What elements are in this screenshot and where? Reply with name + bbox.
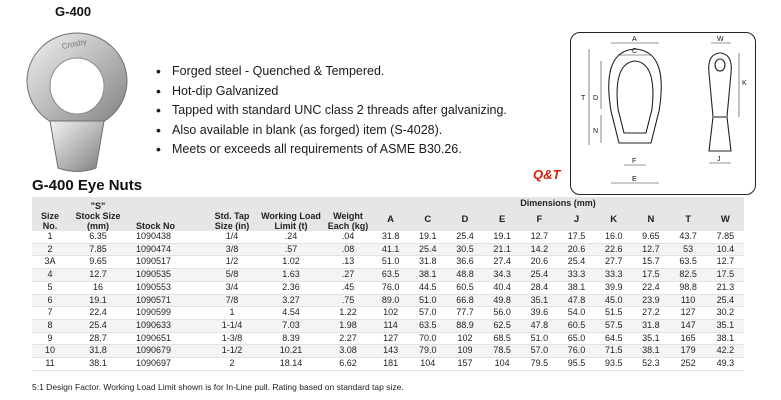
dim-label-f: F xyxy=(632,158,637,165)
cell-dim-f: 14.2 xyxy=(521,243,558,256)
cell-wll: 1.63 xyxy=(258,269,324,282)
cell-dim-a: 143 xyxy=(372,345,409,358)
cell-dim-n: 31.8 xyxy=(632,319,669,332)
table-row xyxy=(32,358,744,371)
cell-dim-k: 51.5 xyxy=(595,307,632,320)
cell-size: 6 xyxy=(32,294,68,307)
cell-weight: .08 xyxy=(324,243,372,256)
cell-dim-w: 38.1 xyxy=(707,332,744,345)
cell-dim-k: 45.0 xyxy=(595,294,632,307)
cell-dim-e: 78.5 xyxy=(484,345,521,358)
cell-dim-w: 10.4 xyxy=(707,243,744,256)
cell-weight: .45 xyxy=(324,281,372,294)
feature-item: • Forged steel - Quenched & Tempered. xyxy=(150,62,507,82)
cell-dim-e: 56.0 xyxy=(484,307,521,320)
cell-dim-a: 102 xyxy=(372,307,409,320)
cell-size: 1 xyxy=(32,231,68,243)
col-stock-size-label: Stock Size (mm) xyxy=(75,211,121,231)
dimensions-header: Dimensions (mm) xyxy=(372,197,744,209)
cell-dim-w: 30.2 xyxy=(707,307,744,320)
cell-dim-n: 9.65 xyxy=(632,231,669,243)
cell-dim-a: 89.0 xyxy=(372,294,409,307)
cell-dim-j: 20.6 xyxy=(558,243,595,256)
cell-dim-j: 17.5 xyxy=(558,231,595,243)
cell-dim-c: 104 xyxy=(409,358,446,371)
cell-dim-k: 93.5 xyxy=(595,358,632,371)
cell-dim-a: 31.8 xyxy=(372,231,409,243)
cell-dim-k: 16.0 xyxy=(595,231,632,243)
eye-nut-photo xyxy=(22,26,132,176)
cell-stock-no: 1090517 xyxy=(128,256,206,269)
cell-dim-a: 63.5 xyxy=(372,269,409,282)
cell-dim-t: 43.7 xyxy=(670,231,707,243)
cell-dim-n: 38.1 xyxy=(632,345,669,358)
cell-stock-size: 7.85 xyxy=(68,243,128,256)
cell-dim-d: 157 xyxy=(446,358,483,371)
cell-tap-size: 5/8 xyxy=(206,269,258,282)
cell-dim-f: 35.1 xyxy=(521,294,558,307)
cell-stock-no: 1090438 xyxy=(128,231,206,243)
cell-dim-t: 127 xyxy=(670,307,707,320)
cell-tap-size: 1/2 xyxy=(206,256,258,269)
col-n-header: N xyxy=(632,209,669,231)
cell-dim-d: 30.5 xyxy=(446,243,483,256)
feature-item: • Hot-dip Galvanized xyxy=(150,82,507,102)
cell-stock-no: 1090553 xyxy=(128,281,206,294)
cell-dim-n: 35.1 xyxy=(632,332,669,345)
cell-dim-j: 95.5 xyxy=(558,358,595,371)
dim-label-n: N xyxy=(593,128,599,135)
cell-dim-e: 68.5 xyxy=(484,332,521,345)
cell-wll: 10.21 xyxy=(258,345,324,358)
table-row xyxy=(32,294,744,307)
cell-dim-n: 17.5 xyxy=(632,269,669,282)
col-tap-header: Std. Tap Size (in) xyxy=(206,197,258,231)
cell-dim-f: 51.0 xyxy=(521,332,558,345)
cell-stock-no: 1090697 xyxy=(128,358,206,371)
cell-dim-w: 42.2 xyxy=(707,345,744,358)
spec-table xyxy=(32,197,744,371)
cell-weight: 2.27 xyxy=(324,332,372,345)
cell-dim-k: 39.9 xyxy=(595,281,632,294)
cell-dim-f: 28.4 xyxy=(521,281,558,294)
cell-dim-f: 47.8 xyxy=(521,319,558,332)
cell-dim-t: 53 xyxy=(670,243,707,256)
cell-dim-c: 51.0 xyxy=(409,294,446,307)
dim-label-t: T xyxy=(581,95,586,102)
cell-dim-t: 165 xyxy=(670,332,707,345)
brand-logo-text: Q&T xyxy=(533,167,561,182)
cell-stock-no: 1090571 xyxy=(128,294,206,307)
cell-dim-k: 33.3 xyxy=(595,269,632,282)
col-d-header: D xyxy=(446,209,483,231)
cell-stock-size: 22.4 xyxy=(68,307,128,320)
cell-stock-size: 12.7 xyxy=(68,269,128,282)
cell-stock-size: 19.1 xyxy=(68,294,128,307)
col-t-header: T xyxy=(670,209,707,231)
cell-dim-k: 27.7 xyxy=(595,256,632,269)
cell-weight: .27 xyxy=(324,269,372,282)
dimension-drawing xyxy=(570,32,756,195)
cell-wll: 18.14 xyxy=(258,358,324,371)
photo-marking-text: Crosby xyxy=(60,37,88,52)
cell-dim-j: 47.8 xyxy=(558,294,595,307)
cell-size: 4 xyxy=(32,269,68,282)
cell-dim-d: 109 xyxy=(446,345,483,358)
cell-size: 2 xyxy=(32,243,68,256)
cell-dim-n: 22.4 xyxy=(632,281,669,294)
cell-dim-f: 57.0 xyxy=(521,345,558,358)
cell-dim-a: 127 xyxy=(372,332,409,345)
cell-dim-n: 27.2 xyxy=(632,307,669,320)
cell-stock-no: 1090599 xyxy=(128,307,206,320)
dim-label-e: E xyxy=(632,176,637,183)
cell-stock-size: 6.35 xyxy=(68,231,128,243)
spec-table-body xyxy=(32,231,744,370)
cell-dim-t: 98.8 xyxy=(670,281,707,294)
cell-dim-f: 25.4 xyxy=(521,269,558,282)
cell-dim-c: 19.1 xyxy=(409,231,446,243)
model-title: G-400 xyxy=(55,4,92,19)
cell-tap-size: 1-1/2 xyxy=(206,345,258,358)
cell-wll: 3.27 xyxy=(258,294,324,307)
cell-wll: .24 xyxy=(258,231,324,243)
dimension-diagram xyxy=(571,33,754,193)
cell-dim-d: 102 xyxy=(446,332,483,345)
cell-stock-no: 1090651 xyxy=(128,332,206,345)
cell-size: 5 xyxy=(32,281,68,294)
dim-label-a: A xyxy=(632,36,637,43)
cell-tap-size: 3/4 xyxy=(206,281,258,294)
cell-dim-c: 31.8 xyxy=(409,256,446,269)
dim-label-c: C xyxy=(632,48,638,55)
cell-stock-size: 38.1 xyxy=(68,358,128,371)
cell-stock-size: 9.65 xyxy=(68,256,128,269)
cell-weight: .04 xyxy=(324,231,372,243)
feature-item: • Also available in blank (as forged) item (S-4028). xyxy=(150,121,507,141)
table-row xyxy=(32,231,744,243)
cell-dim-d: 66.8 xyxy=(446,294,483,307)
cell-size: 3A xyxy=(32,256,68,269)
cell-weight: 6.62 xyxy=(324,358,372,371)
table-row xyxy=(32,319,744,332)
table-row xyxy=(32,332,744,345)
dim-label-k: K xyxy=(742,80,747,87)
cell-dim-k: 64.5 xyxy=(595,332,632,345)
col-j-header: J xyxy=(558,209,595,231)
cell-dim-d: 88.9 xyxy=(446,319,483,332)
col-f-header: F xyxy=(521,209,558,231)
cell-dim-t: 252 xyxy=(670,358,707,371)
cell-dim-e: 49.8 xyxy=(484,294,521,307)
dim-label-w: W xyxy=(717,36,724,43)
cell-wll: 1.02 xyxy=(258,256,324,269)
cell-stock-no: 1090633 xyxy=(128,319,206,332)
cell-dim-c: 63.5 xyxy=(409,319,446,332)
cell-size: 9 xyxy=(32,332,68,345)
cell-stock-size: 16 xyxy=(68,281,128,294)
table-title: G-400 Eye Nuts xyxy=(32,177,143,194)
cell-wll: 2.36 xyxy=(258,281,324,294)
cell-dim-e: 34.3 xyxy=(484,269,521,282)
col-size-header: Size No. xyxy=(32,197,68,231)
cell-dim-c: 70.0 xyxy=(409,332,446,345)
cell-dim-c: 57.0 xyxy=(409,307,446,320)
cell-dim-t: 82.5 xyxy=(670,269,707,282)
cell-dim-k: 71.5 xyxy=(595,345,632,358)
cell-dim-j: 33.3 xyxy=(558,269,595,282)
feature-item: • Tapped with standard UNC class 2 threads after galvanizing. xyxy=(150,101,507,121)
cell-dim-e: 40.4 xyxy=(484,281,521,294)
cell-dim-e: 27.4 xyxy=(484,256,521,269)
cell-dim-d: 36.6 xyxy=(446,256,483,269)
col-s-quote: "S" xyxy=(90,201,106,211)
cell-tap-size: 1-3/8 xyxy=(206,332,258,345)
cell-dim-f: 20.6 xyxy=(521,256,558,269)
cell-dim-w: 7.85 xyxy=(707,231,744,243)
cell-size: 8 xyxy=(32,319,68,332)
table-row xyxy=(32,281,744,294)
cell-stock-no: 1090679 xyxy=(128,345,206,358)
cell-dim-f: 12.7 xyxy=(521,231,558,243)
dim-label-j: J xyxy=(717,156,721,163)
cell-dim-w: 21.3 xyxy=(707,281,744,294)
col-wll-header: Working Load Limit (t) xyxy=(258,197,324,231)
cell-tap-size: 1 xyxy=(206,307,258,320)
cell-stock-no: 1090535 xyxy=(128,269,206,282)
cell-dim-e: 62.5 xyxy=(484,319,521,332)
col-k-header: K xyxy=(595,209,632,231)
cell-stock-size: 31.8 xyxy=(68,345,128,358)
col-c-header: C xyxy=(409,209,446,231)
col-stock-no-header: Stock No xyxy=(128,197,206,231)
cell-dim-f: 39.6 xyxy=(521,307,558,320)
cell-stock-size: 25.4 xyxy=(68,319,128,332)
cell-dim-t: 110 xyxy=(670,294,707,307)
cell-dim-j: 54.0 xyxy=(558,307,595,320)
cell-dim-d: 60.5 xyxy=(446,281,483,294)
cell-dim-w: 35.1 xyxy=(707,319,744,332)
col-a-header: A xyxy=(372,209,409,231)
cell-dim-n: 15.7 xyxy=(632,256,669,269)
cell-size: 10 xyxy=(32,345,68,358)
cell-dim-t: 147 xyxy=(670,319,707,332)
cell-dim-j: 60.5 xyxy=(558,319,595,332)
cell-dim-a: 114 xyxy=(372,319,409,332)
cell-wll: 7.03 xyxy=(258,319,324,332)
cell-dim-d: 77.7 xyxy=(446,307,483,320)
cell-dim-w: 17.5 xyxy=(707,269,744,282)
cell-wll: .57 xyxy=(258,243,324,256)
cell-wll: 8.39 xyxy=(258,332,324,345)
cell-weight: 1.22 xyxy=(324,307,372,320)
cell-dim-c: 79.0 xyxy=(409,345,446,358)
cell-dim-t: 179 xyxy=(670,345,707,358)
cell-tap-size: 1/4 xyxy=(206,231,258,243)
cell-dim-d: 25.4 xyxy=(446,231,483,243)
cell-dim-a: 41.1 xyxy=(372,243,409,256)
table-row xyxy=(32,243,744,256)
cell-weight: 3.08 xyxy=(324,345,372,358)
col-e-header: E xyxy=(484,209,521,231)
cell-dim-n: 12.7 xyxy=(632,243,669,256)
cell-dim-a: 181 xyxy=(372,358,409,371)
footnote: 5:1 Design Factor. Working Load Limit shown is for In-Line pull. Rating based on standard tap size. xyxy=(32,382,404,392)
table-row xyxy=(32,345,744,358)
cell-wll: 4.54 xyxy=(258,307,324,320)
cell-dim-k: 57.5 xyxy=(595,319,632,332)
cell-weight: 1.98 xyxy=(324,319,372,332)
cell-dim-t: 63.5 xyxy=(670,256,707,269)
cell-tap-size: 1-1/4 xyxy=(206,319,258,332)
cell-stock-size: 28.7 xyxy=(68,332,128,345)
cell-weight: .75 xyxy=(324,294,372,307)
cell-tap-size: 3/8 xyxy=(206,243,258,256)
cell-dim-a: 51.0 xyxy=(372,256,409,269)
col-w-header: W xyxy=(707,209,744,231)
col-weight-header: Weight Each (kg) xyxy=(324,197,372,231)
cell-dim-j: 25.4 xyxy=(558,256,595,269)
cell-dim-n: 52.3 xyxy=(632,358,669,371)
col-stock-size-header xyxy=(68,197,128,231)
cell-dim-w: 49.3 xyxy=(707,358,744,371)
cell-weight: .13 xyxy=(324,256,372,269)
feature-list xyxy=(150,62,507,160)
cell-dim-w: 12.7 xyxy=(707,256,744,269)
qt-brand-logo xyxy=(533,164,563,184)
cell-dim-c: 44.5 xyxy=(409,281,446,294)
feature-item: • Meets or exceeds all requirements of ASME B30.26. xyxy=(150,140,507,160)
cell-dim-a: 76.0 xyxy=(372,281,409,294)
dim-label-d: D xyxy=(593,95,599,102)
cell-dim-n: 23.9 xyxy=(632,294,669,307)
cell-dim-c: 25.4 xyxy=(409,243,446,256)
cell-dim-d: 48.8 xyxy=(446,269,483,282)
cell-tap-size: 7/8 xyxy=(206,294,258,307)
cell-dim-w: 25.4 xyxy=(707,294,744,307)
cell-dim-j: 76.0 xyxy=(558,345,595,358)
table-row xyxy=(32,307,744,320)
cell-dim-j: 38.1 xyxy=(558,281,595,294)
cell-dim-f: 79.5 xyxy=(521,358,558,371)
table-row xyxy=(32,256,744,269)
cell-stock-no: 1090474 xyxy=(128,243,206,256)
cell-dim-c: 38.1 xyxy=(409,269,446,282)
cell-size: 7 xyxy=(32,307,68,320)
cell-dim-e: 104 xyxy=(484,358,521,371)
cell-dim-e: 19.1 xyxy=(484,231,521,243)
cell-dim-k: 22.6 xyxy=(595,243,632,256)
cell-dim-e: 21.1 xyxy=(484,243,521,256)
cell-tap-size: 2 xyxy=(206,358,258,371)
cell-size: 11 xyxy=(32,358,68,371)
cell-dim-j: 65.0 xyxy=(558,332,595,345)
table-row xyxy=(32,269,744,282)
